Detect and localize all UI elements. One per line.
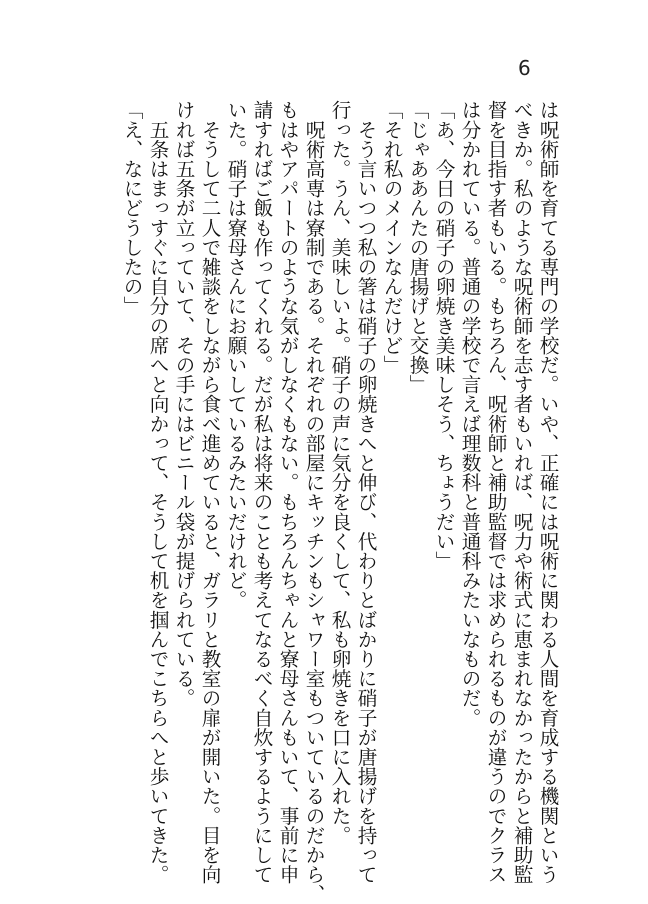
text-line: いた。硝子は寮母さんにお願いしているみたいだけれど。 [224,100,247,610]
text-line: そうして二人で雑談をしながら食べ進めていると、ガラリと教室の扉が開いた。目を向 [198,100,221,884]
text-line: 行った。うん、美味しいよ。硝子の声に気分を良くして、私も卵焼きを口に入れた。 [328,100,351,845]
dialogue-line: 「じゃああんたの唐揚げと交換」 [406,100,429,394]
page-number: 6 [518,56,531,80]
text-line: ければ五条が立っていて、その手にはビニール袋が提げられている。 [172,100,195,708]
body-text [120,100,560,904]
text-line: 請すればご飯も作ってくれる。だが私は将来のことも考えてなるべく自炊するようにして [250,100,273,884]
dialogue-line: 「え、なにどうしたの」 [120,100,143,316]
text-line: は分かれている。普通の学校で言えば理数科と普通科みたいなものだ。 [458,100,481,728]
dialogue-line: 「あ、今日の硝子の卵焼き美味しそう、ちょうだい」 [432,100,455,571]
text-line: 五条はまっすぐに自分の席へと向かって、そうして机を掴んでこちらへと歩いてきた。 [146,100,169,884]
text-line: そう言いつつ私の箸は硝子の卵焼きへと伸び、代わりとばかりに硝子が唐揚げを持って [354,100,377,884]
text-line: は呪術師を育てる専門の学校だ。いや、正確には呪術に関わる人間を育成する機関という [536,100,559,884]
text-line: べきか。私のような呪術師を志す者もいれば、呪力や術式に恵まれなかったからと補助監 [510,100,533,884]
dialogue-line: 「それ私のメインなんだけど」 [380,100,403,375]
text-line: もはやアパートのような気がしなくもない。もちろんちゃんと寮母さんもいて、事前に申 [276,100,299,884]
text-line: 督を目指す者もいる。もちろん、呪術師と補助監督では求められるものが違うのでクラス [484,100,507,884]
text-line: 呪術高専は寮制である。それぞれの部屋にキッチンもシャワー室もついているのだから、 [302,100,325,904]
